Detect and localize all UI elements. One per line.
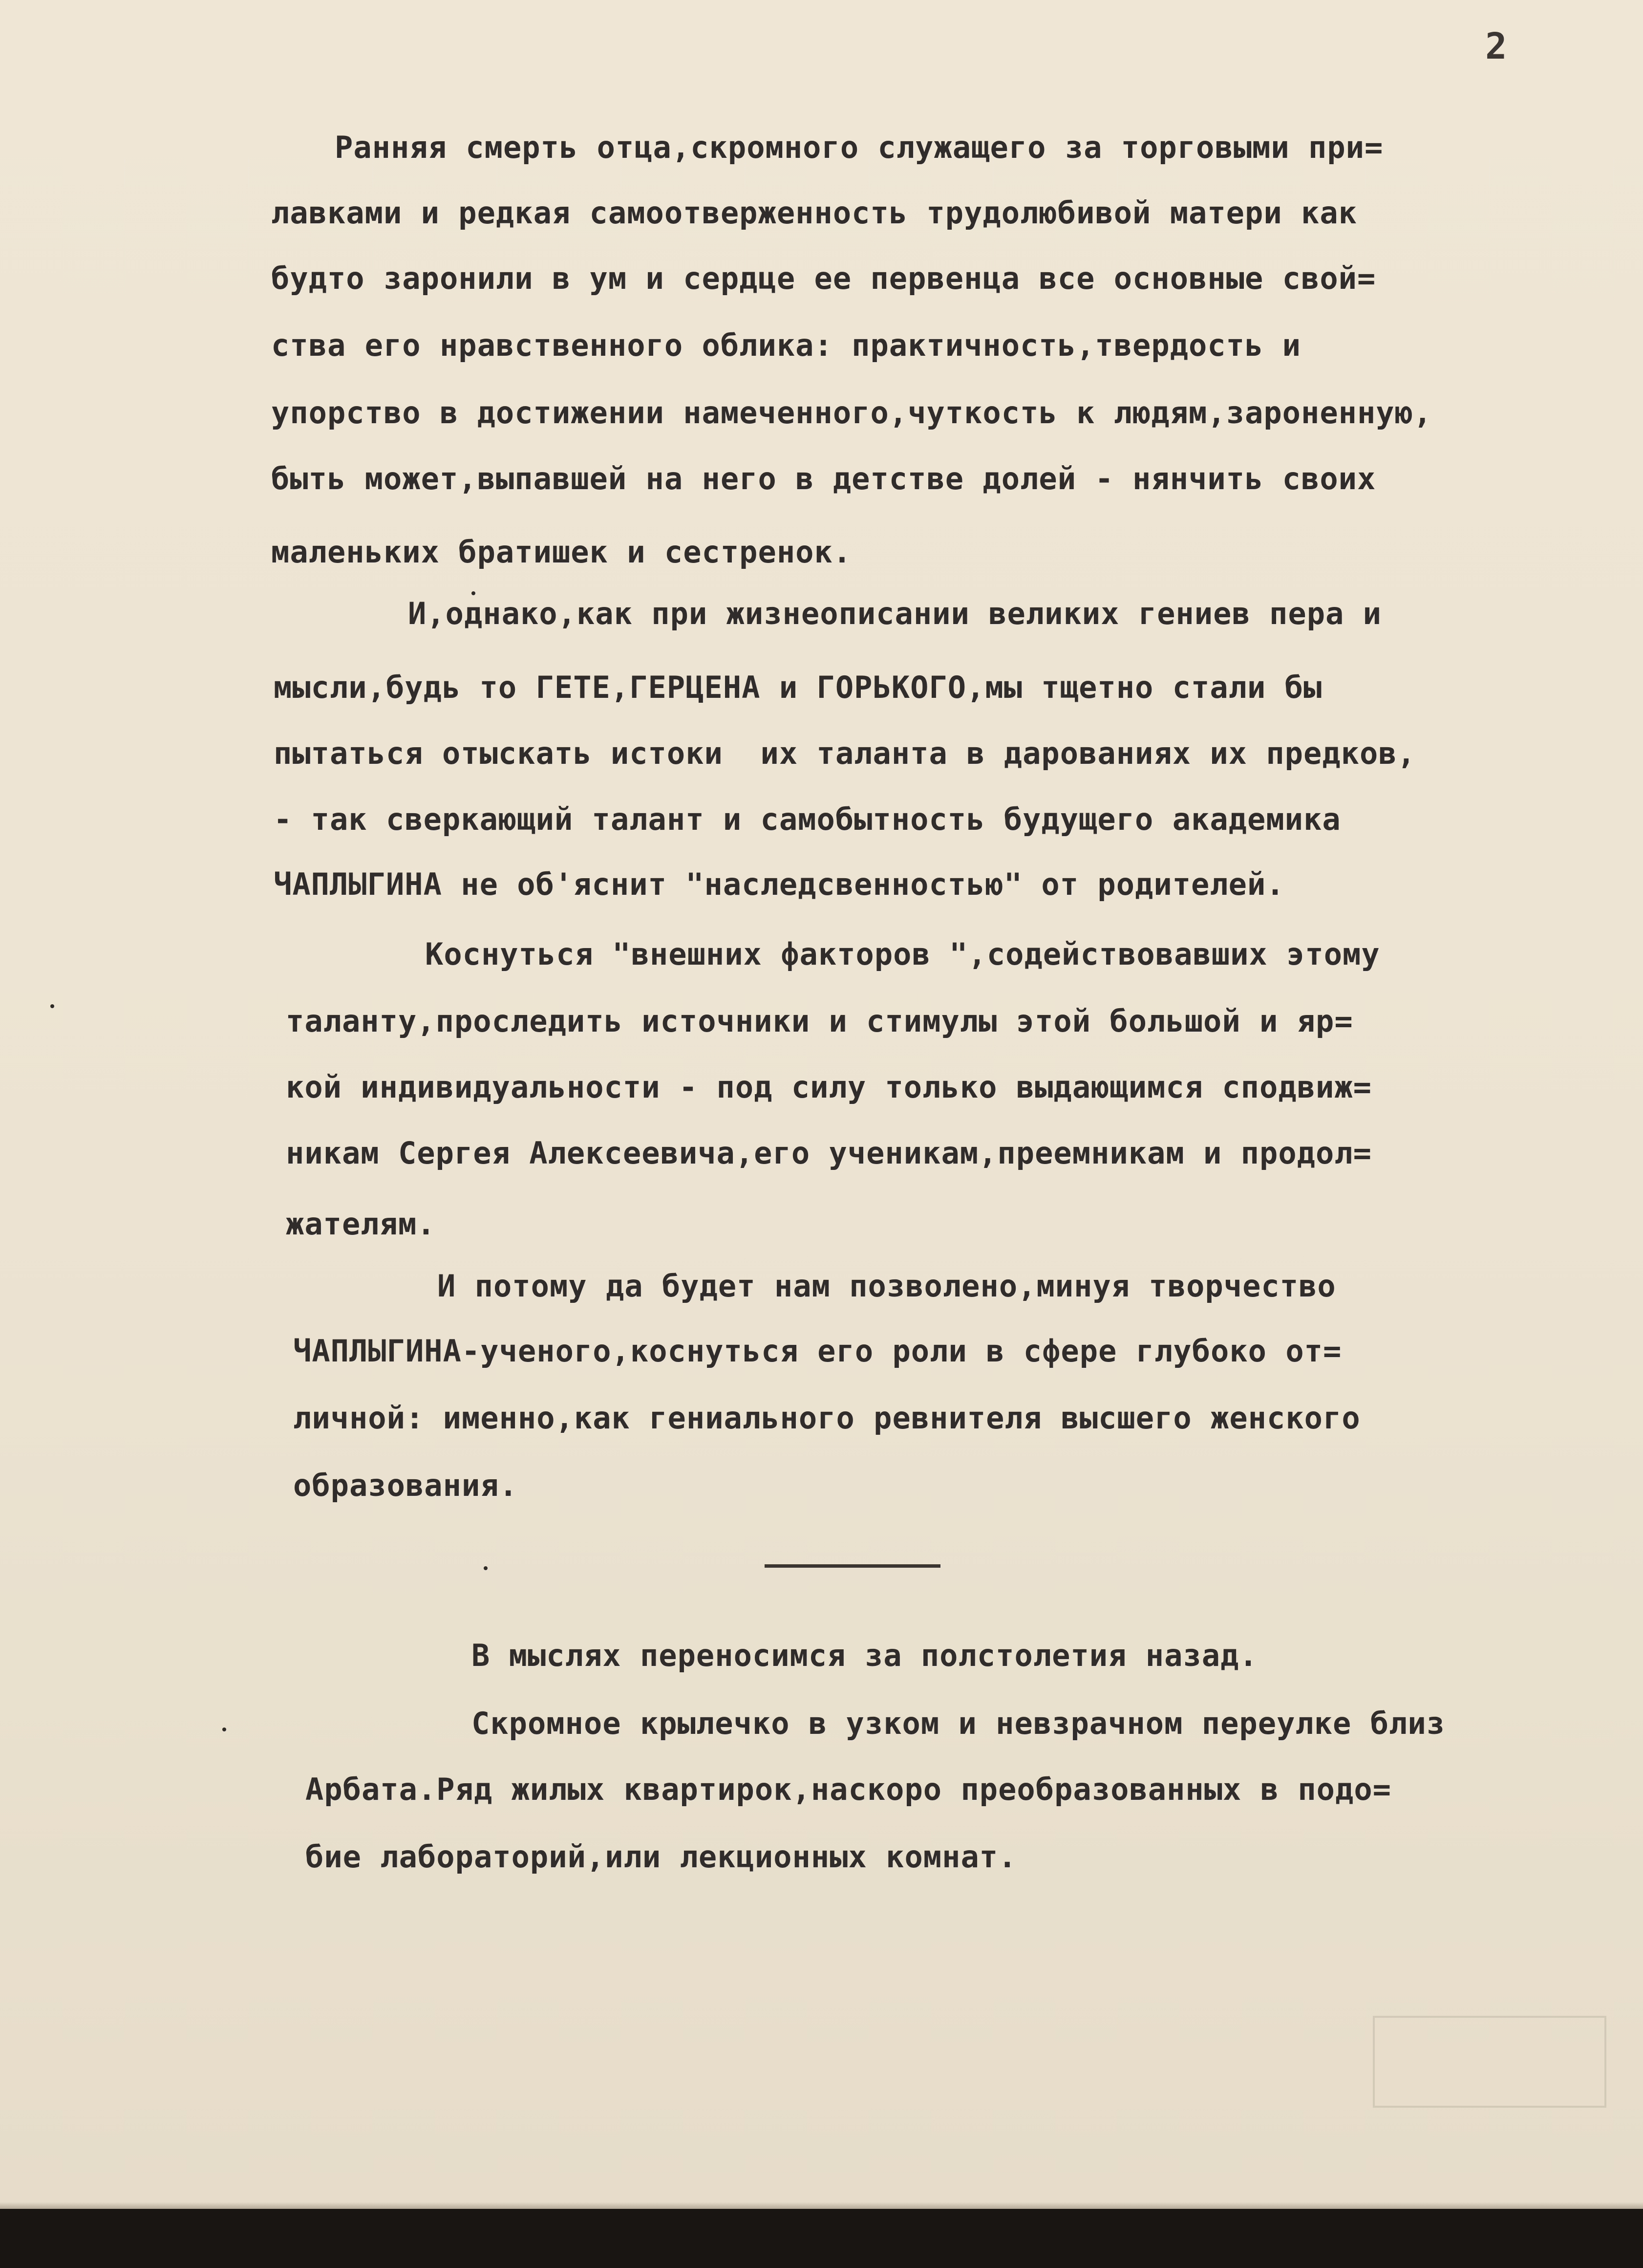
page-bottom-edge: [0, 2202, 1643, 2209]
text-line: пытаться отыскать истоки их таланта в дарованиях их предков,: [274, 735, 1416, 771]
faint-stamp-outline: [1373, 2016, 1606, 2108]
text-line: Скромное крылечко в узком и невзрачном переулке близ: [471, 1706, 1446, 1741]
text-line: никам Сергея Алексеевича,его ученикам,преемникам и продол=: [286, 1135, 1372, 1171]
text-line: Арбата.Ряд жилых квартирок,наскоро преобразованных в подо=: [305, 1771, 1391, 1807]
text-line: будто заронили в ум и сердце ее первенца все основные свой=: [271, 260, 1376, 296]
text-line: маленьких братишек и сестренок.: [271, 534, 852, 570]
text-line: лавками и редкая самоотверженность трудолюбивой матери как: [271, 195, 1357, 231]
text-line: Ранняя смерть отца,скромного служащего за торговыми при=: [335, 130, 1384, 165]
text-line: В мыслях переносимся за полстолетия назад.: [471, 1638, 1258, 1673]
text-line: упорство в достижении намеченного,чуткость к людям,зароненную,: [271, 395, 1432, 431]
text-line: жателям.: [286, 1206, 436, 1242]
ink-speck: [471, 591, 475, 595]
text-line: ства его нравственного облика: практичность,твердость и: [271, 327, 1301, 363]
text-line: мысли,будь то ГЕТЕ,ГЕРЦЕНА и ГОРЬКОГО,мы тщетно стали бы: [274, 670, 1323, 705]
text-line: ЧАПЛЫГИНА-ученого,коснуться его роли в сфере глубоко от=: [293, 1333, 1342, 1369]
page-number: 2: [1485, 25, 1507, 67]
text-line: И,однако,как при жизнеописании великих гениев пера и: [408, 596, 1382, 631]
text-line: образования.: [293, 1468, 518, 1503]
ink-speck: [484, 1566, 488, 1570]
section-separator: [765, 1564, 940, 1568]
text-line: бие лабораторий,или лекционных комнат.: [305, 1839, 1017, 1875]
text-line: - так сверкающий талант и самобытность будущего академика: [274, 801, 1341, 837]
text-line: кой индивидуальности - под силу только выдающимся сподвиж=: [286, 1069, 1372, 1105]
ink-speck: [50, 1004, 54, 1008]
ink-speck: [222, 1728, 226, 1731]
text-line: Коснуться "внешних факторов ",содействовавших этому: [425, 936, 1380, 972]
text-line: быть может,выпавшей на него в детстве долей - нянчить своих: [271, 461, 1376, 497]
text-line: таланту,проследить источники и стимулы этой большой и яр=: [286, 1003, 1353, 1039]
text-line: И потому да будет нам позволено,минуя творчество: [437, 1268, 1336, 1304]
text-line: ЧАПЛЫГИНА не об'яснит "наследсвенностью" от родителей.: [274, 866, 1285, 902]
text-line: личной: именно,как гениального ревнителя высшего женского: [293, 1400, 1361, 1436]
